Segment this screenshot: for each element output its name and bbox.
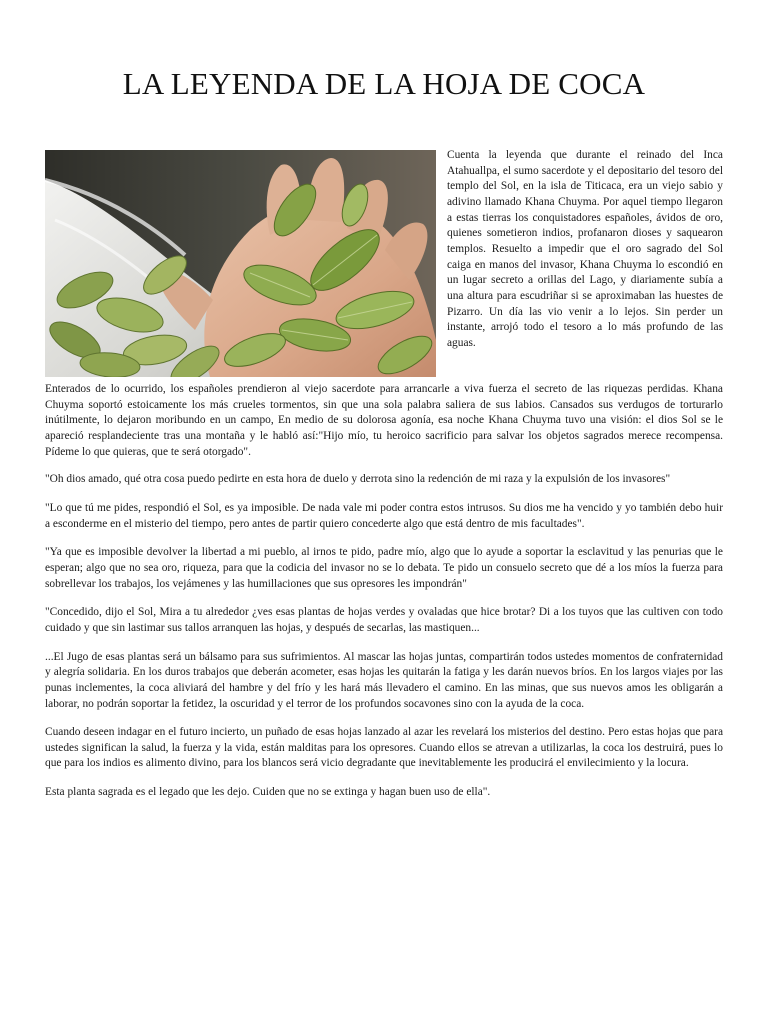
paragraph: Esta planta sagrada es el legado que les dejo. Cuiden que no se extinga y hagan buen uso de ella". — [45, 786, 491, 799]
intro-section — [45, 150, 723, 378]
paragraph: "Ya que es imposible devolver la libertad a mi pueblo, al irnos te pido, padre mío, algo que lo ayude a soportar la esclavitud y las penurias que le esperan; algo que no sea oro, riqueza, para que la codicia del invasor no se lo debata. Te pido un consuelo secreto que dé a los míos la fuerza para sobrellevar los trabajos, los vejámenes y las humillaciones que sus opresores les impondrán" — [45, 546, 723, 590]
paragraph: "Concedido, dijo el Sol, Mira a tu alrededor ¿ves esas plantas de hojas verdes y ovaladas que hice brotar? Di a los tuyos que las cultiven con todo cuidado y que sin lastimar sus tallos arranquen las hojas, y después de secarlas, las mastiquen... — [45, 606, 723, 634]
paragraph: Cuando deseen indagar en el futuro incierto, un puñado de esas hojas lanzado al azar les revelará los misterios del destino. Pero estas hojas que para ustedes significan la salud, la fuerza y la vida, están malditas para los opresores. Cuando ellos se atrevan a utilizarlas, la coca los destruirá, pues lo que para los indios es alimento divino, para los blancos será vicio degradante que inevitablemente les producirá el envilecimiento y la locura. — [45, 726, 723, 770]
document-title: LA LEYENDA DE LA HOJA DE COCA — [122, 66, 646, 101]
coca-leaves-photo — [45, 150, 436, 377]
paragraph: ...El Jugo de esas plantas será un bálsamo para sus sufrimientos. Al mascar las hojas juntas, compartirán todos ustedes momentos de confraternidad y alegría solidaria. En los duros trabajos que deberán acometer, esas hojas les quitarán la fatiga y les darán nuevos bríos. En los largos viajes por las punas inclementes, la coca aliviará del hambre y del frío y les hará más llevadero el camino. En las minas, que sus nuevos amos les obligarán a laborar, no podrán soportar la fetidez, la oscuridad y el terror de los profundos socavones sino con la ayuda de la coca. — [45, 650, 723, 710]
paragraph: "Lo que tú me pides, respondió el Sol, es ya imposible. De nada vale mi poder contra estos intrusos. Su dios me ha vencido y yo también debo huir a esconderme en el misterio del tiempo, pero antes de partir quiero concederte algo que está dentro de mis facultades". — [45, 501, 723, 530]
intro-paragraph: Cuenta la leyenda que durante el reinado del Inca Atahuallpa, el sumo sacerdote y el depositario del tesoro del templo del Sol, en la isla de Titicaca, era un viejo sabio y adivino llamado Khana Chuyma. Por aquel tiempo llegaron a estas tierras los conquistadores españoles, ávidos de oro, quienes sometieron indios, profanaron dioses y saquearon templos. Resuelto a impedir que el oro sagrado del Sol caiga en manos del invasor, Khana Chuyma lo escondió en un lugar secreto a orillas del Lago, y diariamente subía a una altura para escudriñar si se aproximaban las huestes de Pizarro. Un día las vio venir a lo lejos. Sin perder un instante, arrojó todo el tesoro a lo más profundo de las aguas. — [447, 149, 723, 349]
story-body — [45, 382, 723, 801]
paragraph: "Oh dios amado, qué otra cosa puedo pedirte en esta hora de duelo y derrota sino la redención de mi raza y la expulsión de los invasores" — [45, 473, 671, 486]
paragraph: Enterados de lo ocurrido, los españoles prendieron al viejo sacerdote para arrancarle a viva fuerza el secreto de las riquezas perdidas. Khana Chuyma soportó estoicamente los más crueles tormentos, sin que una sola palabra saliera de sus labios. Cansados sus verdugos de torturarlo inútilmente, lo dejaron moribundo en un campo, En medio de su dolorosa agonía, esa noche Khana Chuyma tuvo una visión: el dios Sol se le apareció resplandeciente tras una montaña y le habló así:"Hijo mío, tu heroico sacrificio para salvar los objetos sagrados merece recompensa. Pídeme lo que quieras, que te será otorgado". — [45, 383, 723, 458]
